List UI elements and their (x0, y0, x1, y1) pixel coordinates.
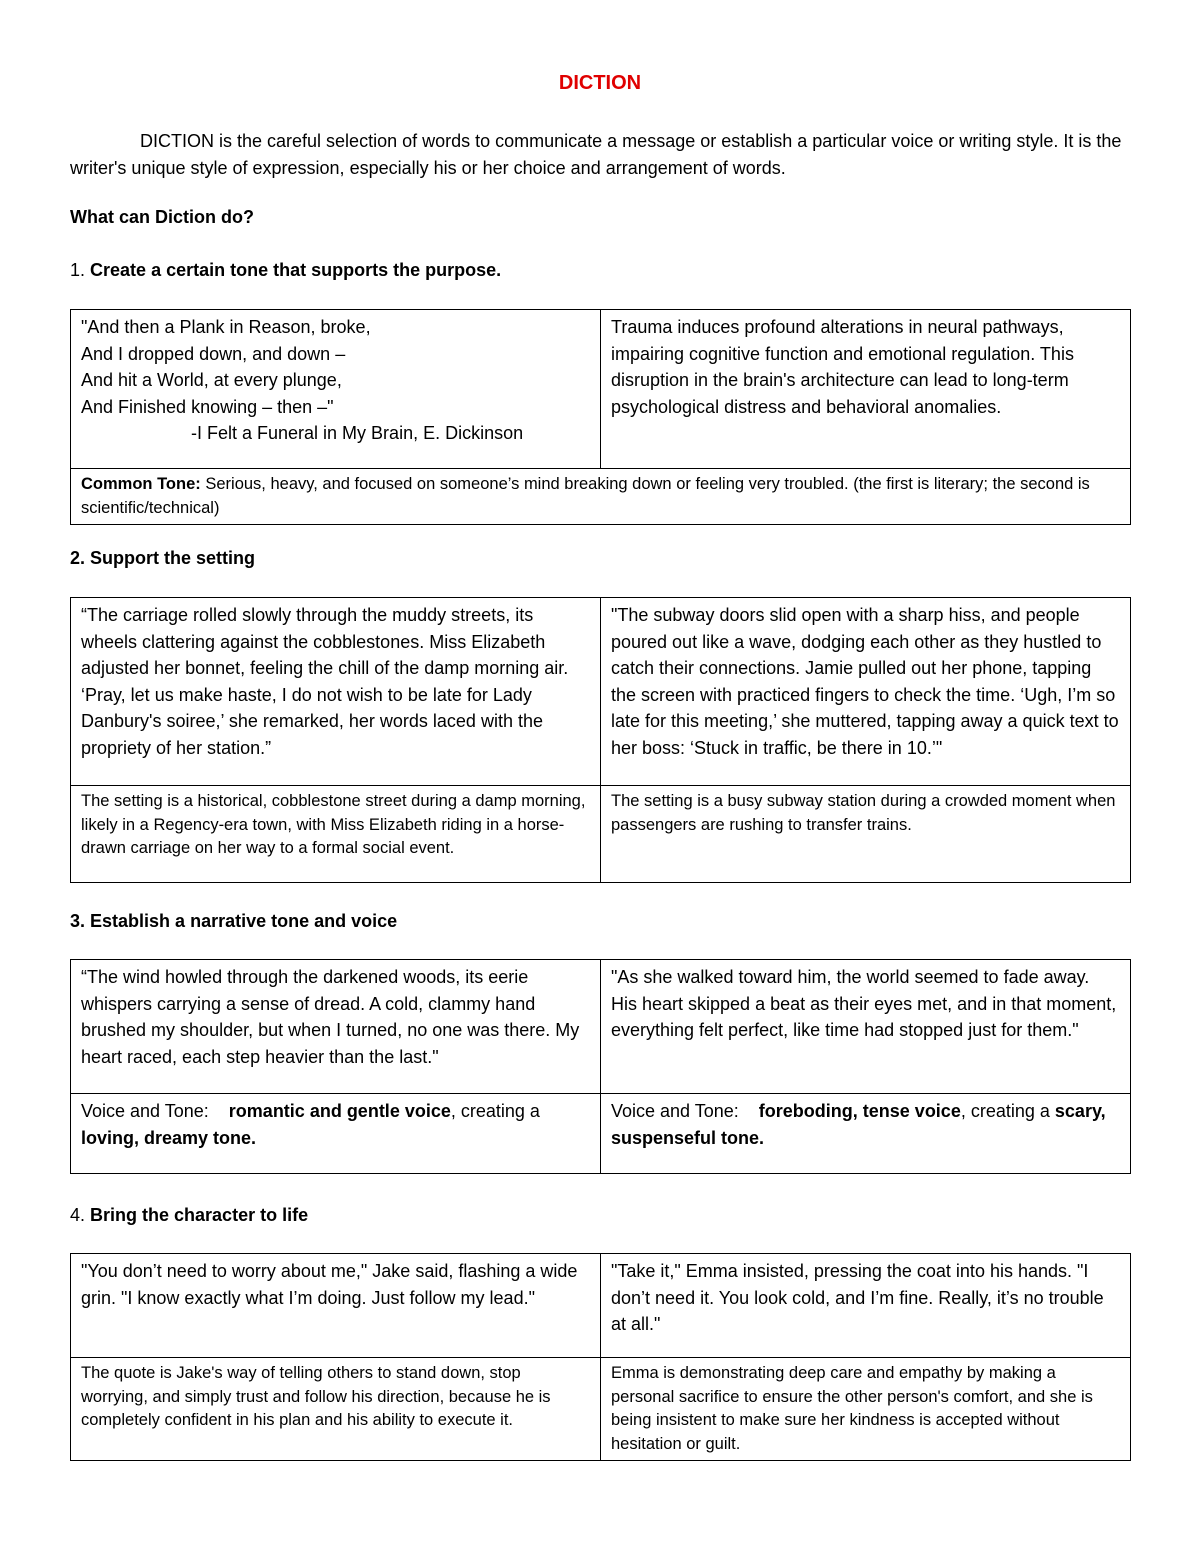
voice-text: romantic and gentle voice (228, 1101, 451, 1121)
technical-text: Trauma induces profound alterations in neural pathways, impairing cognitive function and emotional regulation. This disruption in the brain's architecture can lead to long-term psychological distress and behavioral anomalies. (611, 317, 1074, 417)
section-title: Bring the character to life (90, 1205, 309, 1225)
section-title: Establish a narrative tone and voice (90, 911, 398, 931)
technical-cell (601, 310, 1131, 469)
intro-paragraph (70, 128, 1130, 182)
modern-note-cell (601, 786, 1131, 883)
section-4-table (70, 1253, 1131, 1461)
historical-quote-cell (71, 598, 601, 786)
modern-note: The setting is a busy subway station during a crowded moment when passengers are rushing to transfer trains. (611, 792, 1116, 834)
emma-quote: "Take it," Emma insisted, pressing the coat into his hands. "I don’t need it. You look cold, and I’m fine. Really, it’s no trouble at all." (611, 1261, 1104, 1334)
section-3-table (70, 959, 1131, 1174)
section-number: 3. (70, 911, 86, 931)
section-title: Create a certain tone that supports the purpose. (90, 260, 502, 280)
period: . (251, 1127, 257, 1148)
jake-note-cell (71, 1358, 601, 1461)
poem-line: And hit a World, at every plunge, (81, 370, 342, 390)
tone-text: loving, dreamy tone (81, 1127, 252, 1148)
historical-note: The setting is a historical, cobblestone street during a damp morning, likely in a Regency-era town, with Miss Elizabeth riding in a horse-drawn carriage on her way to a formal social event. (81, 792, 586, 857)
poem-line: And I dropped down, and down – (81, 343, 346, 364)
common-tone-cell (71, 469, 1131, 525)
common-tone-label: Common Tone: (81, 475, 201, 493)
section-question: What can Diction do? (70, 207, 254, 227)
modern-quote: "The subway doors slid open with a sharp hiss, and people poured out like a wave, dodging each other as they hustled to catch their connections. Jamie pulled out her phone, tapping the screen with practiced fingers to check the time. ‘Ugh, I’m so late for this meeting,’ she muttered, tapping away a quick text to her boss: ‘Stuck in traffic, be there in 10.’" (611, 605, 1119, 758)
voice-tone-label: Voice and Tone: (81, 1101, 209, 1121)
romantic-quote: "As she walked toward him, the world seemed to fade away. His heart skipped a beat as their eyes met, and in that moment, everything felt perfect, like time had stopped just for them." (611, 967, 1117, 1040)
section-2-table (70, 597, 1131, 883)
page-title: DICTION (558, 72, 642, 94)
eerie-quote: “The wind howled through the darkened woods, its eerie whispers carrying a sense of dread. A cold, clammy hand brushed my shoulder, but when I turned, no one was there. My heart raced, each step heavier than the last." (81, 967, 580, 1067)
historical-quote: “The carriage rolled slowly through the muddy streets, its wheels clattering against the cobblestones. Miss Elizabeth adjusted her bonnet, feeling the chill of the damp morning air. ‘Pray, let us make haste, I do not wish to be late for Lady Danbury's soiree,’ she remarked, her words laced with the propriety of her station.” (81, 605, 569, 758)
modern-quote-cell (601, 598, 1131, 786)
section-title: Support the setting (90, 548, 256, 568)
poem-line: "And then a Plank in Reason, broke, (81, 317, 371, 337)
connector-text: , creating a (960, 1101, 1055, 1121)
section-1-heading (70, 260, 501, 281)
jake-quote-cell (71, 1254, 601, 1358)
poem-attribution: -I Felt a Funeral in My Brain, E. Dickinson (191, 423, 524, 443)
section-2-heading (70, 548, 255, 569)
section-number: 1. (70, 260, 86, 280)
left-voice-tone-cell (71, 1094, 601, 1174)
section-1-table (70, 309, 1131, 525)
intro-text: DICTION is the careful selection of words to communicate a message or establish a particular voice or writing style. It is the writer's unique style of expression, especially his or her choice and arrangement of words. (70, 131, 1122, 178)
eerie-quote-cell (71, 960, 601, 1094)
emma-note-cell (601, 1358, 1131, 1461)
voice-text: foreboding, tense voice (758, 1101, 961, 1121)
common-tone-text: Serious, heavy, and focused on someone’s mind breaking down or feeling very troubled. (the first is literary; the second is scientific/technical) (81, 475, 1090, 517)
poem-cell (71, 310, 601, 469)
section-number: 2. (70, 548, 86, 568)
voice-tone-label: Voice and Tone: (611, 1101, 739, 1121)
romantic-quote-cell (601, 960, 1131, 1094)
emma-note: Emma is demonstrating deep care and empathy by making a personal sacrifice to ensure the other person's comfort, and she is being insistent to make sure her kindness is accepted without hesitation or guilt. (611, 1364, 1093, 1453)
jake-note: The quote is Jake's way of telling others to stand down, stop worrying, and simply trust and follow his direction, because he is completely confident in his plan and his ability to execute it. (81, 1364, 551, 1429)
jake-quote: "You don’t need to worry about me," Jake said, flashing a wide grin. "I know exactly what I’m doing. Just follow my lead." (81, 1261, 578, 1308)
section-number: 4. (70, 1205, 86, 1225)
connector-text: , creating a (450, 1101, 540, 1121)
poem-line: And Finished knowing – then –" (81, 396, 334, 417)
period: . (759, 1127, 765, 1148)
section-4-heading (70, 1205, 308, 1226)
tone-text: scary, suspenseful tone (611, 1101, 1106, 1148)
right-voice-tone-cell (601, 1094, 1131, 1174)
emma-quote-cell (601, 1254, 1131, 1358)
historical-note-cell (71, 786, 601, 883)
section-3-heading (70, 911, 397, 932)
